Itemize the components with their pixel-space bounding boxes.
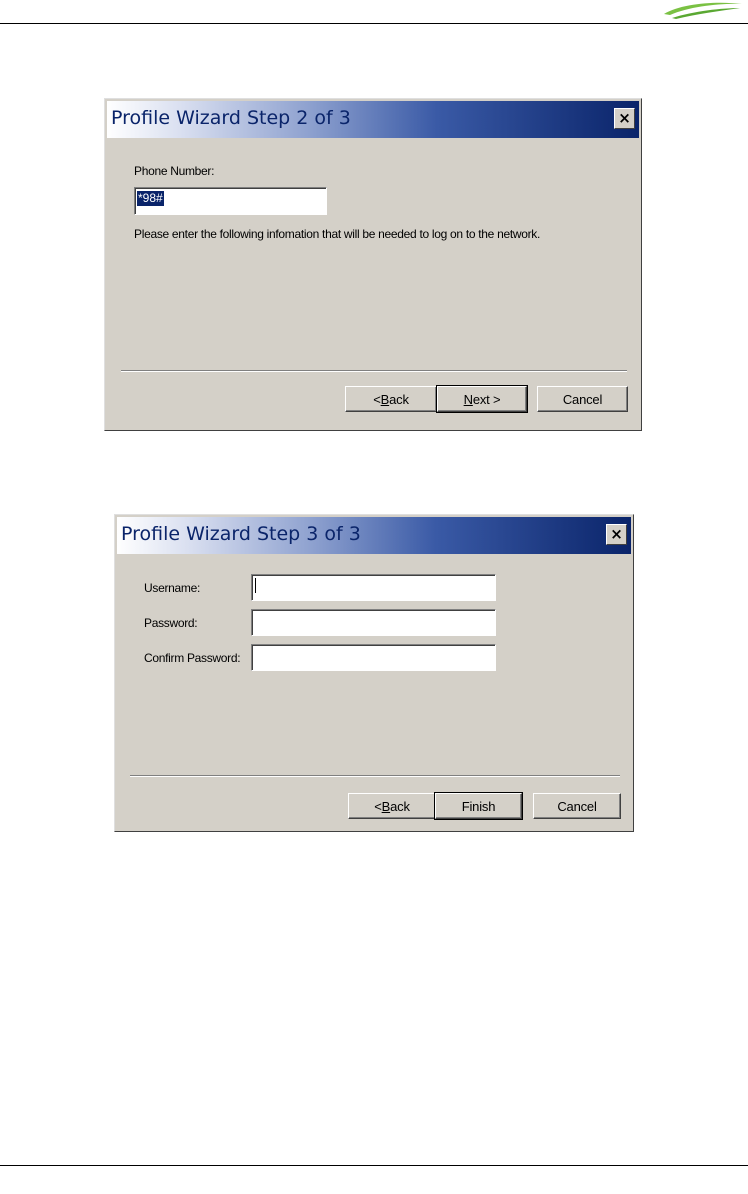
button-separator bbox=[130, 775, 620, 777]
dialog-title: Profile Wizard Step 3 of 3 bbox=[121, 523, 361, 545]
username-input[interactable] bbox=[251, 574, 496, 601]
phone-number-input[interactable] bbox=[134, 187, 327, 215]
finish-button[interactable] bbox=[435, 793, 522, 819]
page-header-rule bbox=[0, 23, 748, 24]
next-button-label: ext > bbox=[472, 391, 501, 407]
back-button[interactable] bbox=[345, 386, 437, 412]
close-icon: × bbox=[618, 109, 631, 127]
next-button-mnemonic: N bbox=[463, 391, 473, 407]
profile-wizard-step-2-dialog bbox=[104, 98, 642, 431]
back-button-mnemonic: B bbox=[381, 798, 391, 814]
back-button-label: ack bbox=[390, 798, 410, 814]
next-button[interactable] bbox=[437, 386, 527, 412]
text-caret bbox=[255, 578, 256, 593]
confirm-password-input[interactable] bbox=[251, 644, 496, 671]
confirm-password-label: Confirm Password: bbox=[144, 651, 241, 665]
profile-wizard-step-3-dialog bbox=[114, 514, 634, 832]
button-separator bbox=[121, 370, 627, 372]
close-button[interactable] bbox=[606, 524, 627, 545]
finish-button-label: Finish bbox=[461, 798, 496, 814]
back-button-label: ack bbox=[389, 391, 409, 407]
back-button-mnemonic: B bbox=[380, 391, 390, 407]
username-label: Username: bbox=[144, 581, 200, 595]
title-bar bbox=[107, 101, 639, 138]
title-bar bbox=[117, 517, 631, 554]
close-icon: × bbox=[610, 525, 623, 543]
phone-number-label: Phone Number: bbox=[134, 164, 215, 178]
instruction-text: Please enter the following infomation that will be needed to log on to the network. bbox=[134, 227, 541, 241]
phone-number-value: *98# bbox=[138, 191, 163, 205]
password-label: Password: bbox=[144, 616, 198, 630]
back-button-prefix: < bbox=[373, 391, 381, 407]
dialog-title: Profile Wizard Step 2 of 3 bbox=[111, 107, 351, 129]
cancel-button-label: Cancel bbox=[562, 391, 603, 407]
back-button[interactable] bbox=[348, 793, 436, 819]
cancel-button[interactable] bbox=[533, 793, 621, 819]
page-footer-rule bbox=[0, 1165, 748, 1166]
cancel-button[interactable] bbox=[537, 386, 628, 412]
cancel-button-label: Cancel bbox=[557, 798, 597, 814]
back-button-prefix: < bbox=[374, 798, 382, 814]
close-button[interactable] bbox=[614, 108, 635, 129]
swoosh-logo-icon bbox=[660, 0, 744, 20]
password-input[interactable] bbox=[251, 609, 496, 636]
